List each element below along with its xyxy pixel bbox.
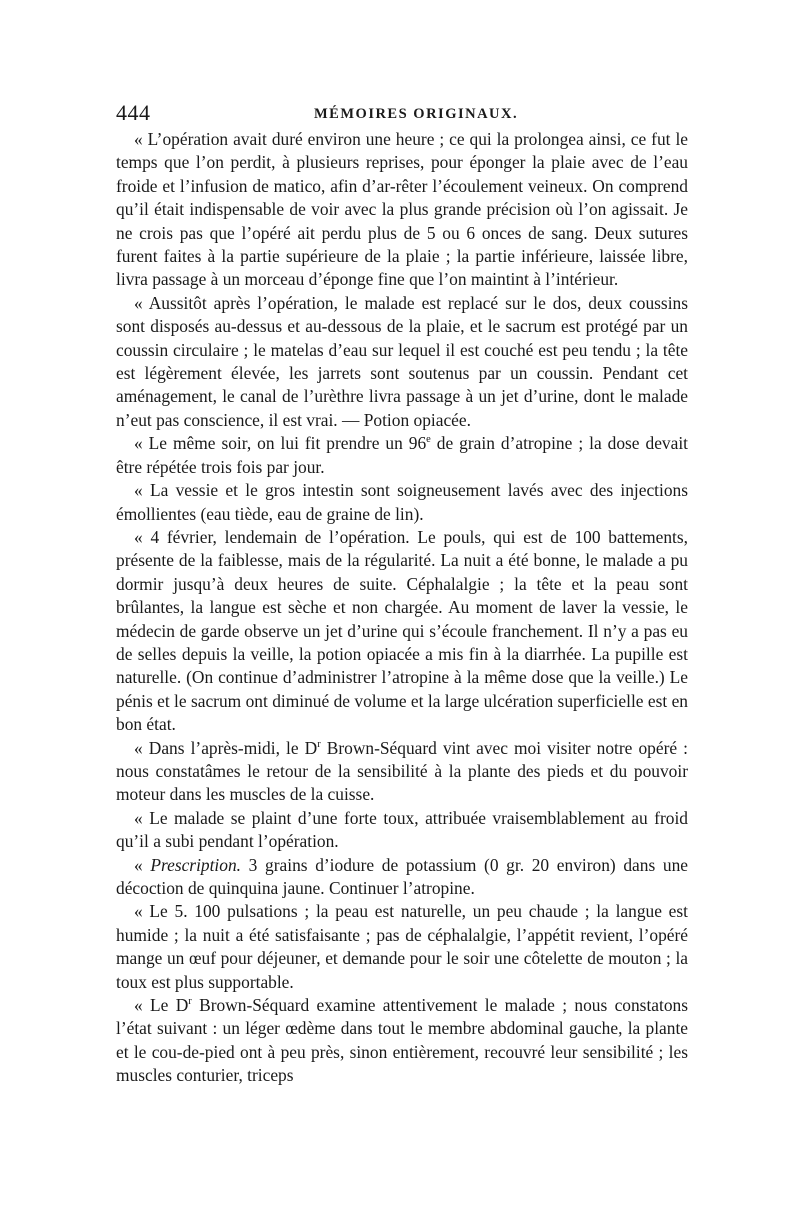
paragraph-text: de grain d’atropine ; la dose devait être répétée trois fois par jour. (116, 433, 688, 477)
paragraph-examination (116, 994, 688, 1088)
page-header (116, 100, 688, 130)
paragraph-text: Brown-Séquard vint avec moi visiter notre opéré : nous constatâmes le retour de la sensibilité à la plante des pieds et du pouvoir moteur dans les muscles de la cuisse. (116, 737, 688, 805)
paragraph-text: « (134, 854, 151, 875)
paragraph-february-5 (116, 900, 688, 994)
page-number: 444 (116, 100, 151, 125)
paragraph-text: « Le D (134, 995, 189, 1016)
paragraph-text: « Dans l’après-midi, le D (134, 737, 318, 758)
paragraph-afternoon-visit (116, 737, 688, 807)
body-text (116, 128, 688, 1088)
paragraph-operation-duration (116, 128, 688, 292)
superscript: r (317, 738, 321, 750)
paragraph-february-4 (116, 526, 688, 737)
superscript: e (426, 434, 431, 446)
paragraph-atropine-dose (116, 432, 688, 479)
prescription-label: Prescription. (150, 854, 242, 875)
paragraph-text: « L’opération avait duré environ une heure ; ce qui la prolongea ainsi, ce fut le temps que l’on perdit, à plusieurs reprises, pour éponger la plaie avec de l’eau froide et l’infusion de matico, afin d’ar-rêter l’écoulement veineux. On comprend qu’il était indispensable de voir avec la plus grande précision où l’on agissait. Je ne crois pas que l’opéré ait perdu plus de 5 ou 6 onces de sang. Deux sutures furent faites à la partie supérieure de la plaie ; la partie inférieure, laissée libre, livra passage à un morceau d’éponge fine que l’on maintint à l’intérieur. (116, 129, 688, 290)
running-head: MÉMOIRES ORIGINAUX. (314, 106, 519, 122)
paragraph-cough (116, 807, 688, 854)
paragraph-text: « Aussitôt après l’opération, le malade est replacé sur le dos, deux coussins sont disposés au-dessus et au-dessous de la plaie, et le sacrum est protégé par un coussin circulaire ; le matelas d’eau sur lequel il est couché est peu tendu ; la tête est légèrement élevée, les jarrets sont soutenus par un coussin. Pendant cet aménagement, le canal de l’urèthre livra passage à un jet d’urine, dont le malade n’eut pas conscience, il est vrai. — Potion opiacée. (116, 292, 688, 430)
paragraph-text: « Le 5. 100 pulsations ; la peau est naturelle, un peu chaude ; la langue est humide ; la nuit a été satisfaisante ; pas de céphalalgie, l’appétit revient, l’opéré mange un œuf pour déjeuner, et demande pour le soir une côtelette de mouton ; la toux est plus supportable. (116, 901, 688, 992)
paragraph-post-operation (116, 292, 688, 432)
paragraph-prescription (116, 854, 688, 901)
superscript: r (188, 996, 192, 1008)
paragraph-bladder-wash (116, 479, 688, 526)
paragraph-text: « 4 février, lendemain de l’opération. Le pouls, qui est de 100 battements, présente de la faiblesse, mais de la régularité. La nuit a été bonne, le malade a pu dormir jusqu’à deux heures de suite. Céphalalgie ; la tête et la peau sont brûlantes, la langue est sèche et non chargée. Au moment de laver la vessie, le médecin de garde observe un jet d’urine qui s’écoule franchement. Il n’y a pas eu de selles depuis la veille, la potion opiacée a mis fin à la diarrhée. La pupille est naturelle. (On continue d’administrer l’atropine à la même dose que la veille.) Le pénis et le sacrum ont diminué de volume et la large ulcération superficielle est en bon état. (116, 526, 688, 735)
paragraph-text: « La vessie et le gros intestin sont soigneusement lavés avec des injections émollientes (eau tiède, eau de graine de lin). (116, 480, 688, 524)
paragraph-text: « Le malade se plaint d’une forte toux, attribuée vraisemblablement au froid qu’il a subi pendant l’opération. (116, 807, 688, 852)
paragraph-text: « Le même soir, on lui fit prendre un 96 (134, 433, 427, 454)
paragraph-text: 3 grains d’iodure de potassium (0 gr. 20 environ) dans une décoction de quinquina jaune. Continuer l’atropine. (116, 854, 688, 898)
paragraph-text: Brown-Séquard examine attentivement le malade ; nous constatons l’état suivant : un léger œdème dans tout le membre abdominal gauche, la plante et le cou-de-pied ont à peu près, sinon entièrement, recouvré leur sensibilité ; les muscles conturier, triceps (116, 995, 688, 1086)
